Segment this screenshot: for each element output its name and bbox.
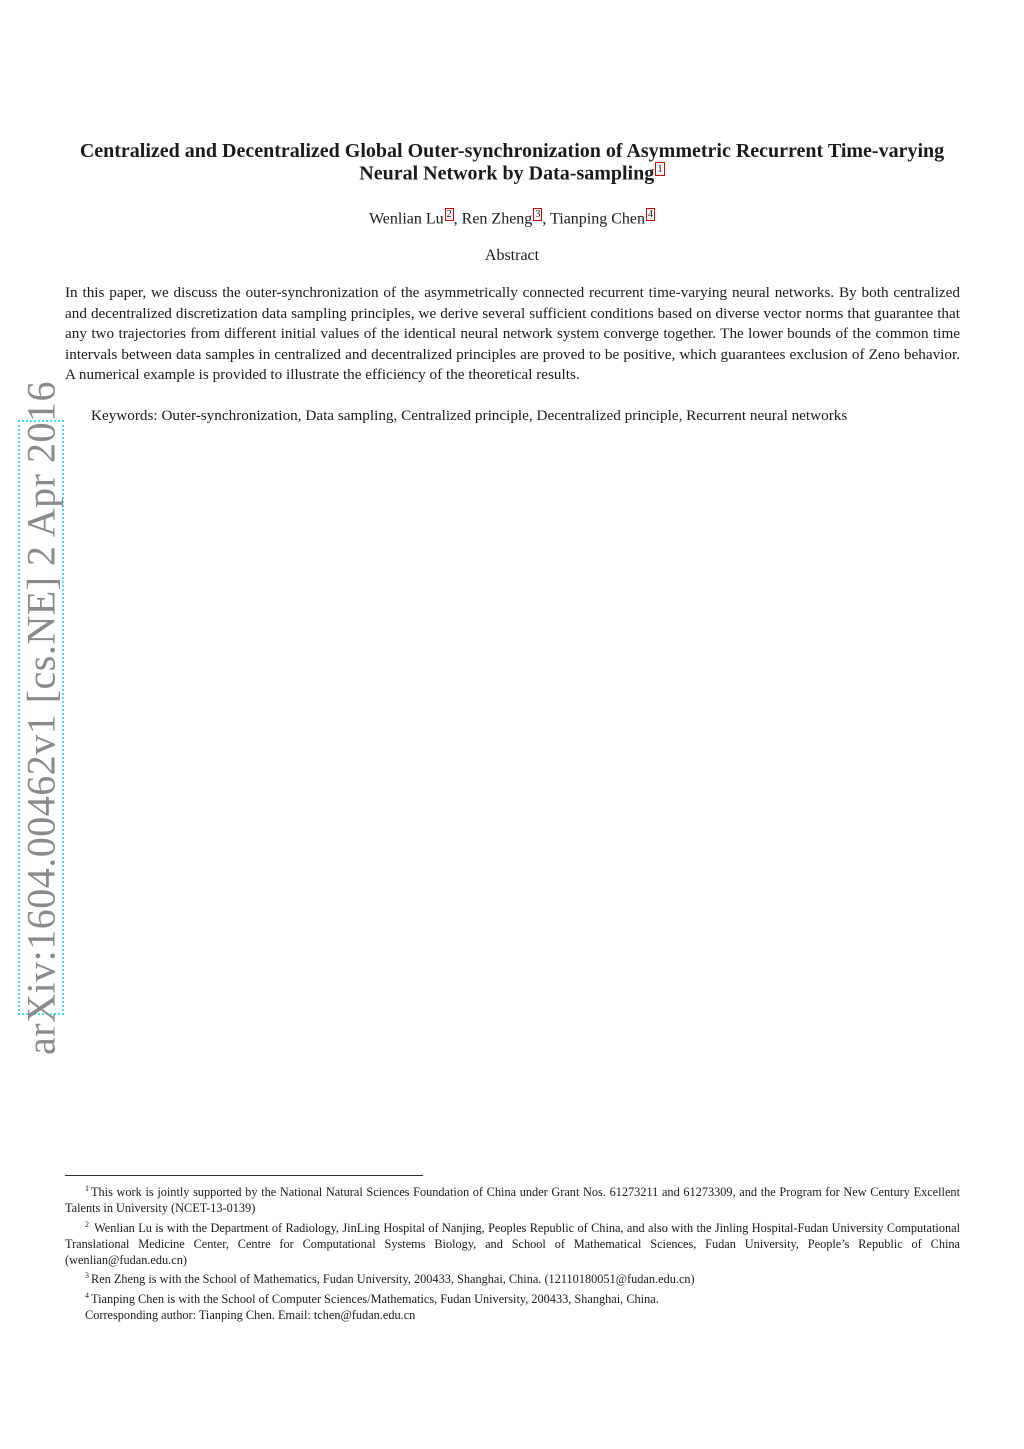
arxiv-stamp [18,380,64,1055]
footnote [65,1268,960,1287]
footnote [65,1217,960,1269]
footnote-mark: 4 [85,1290,89,1300]
author-name: Wenlian Lu [368,210,444,228]
title-line-2-text: Neural Network by Data-sampling [359,162,655,185]
author-name: Tianping Chen [550,210,646,228]
footnote [65,1181,960,1217]
footnote-text: Ren Zheng is with the School of Mathematics, Fudan University, 200433, Shanghai, China. (12110180051@fudan.edu.cn) [91,1272,695,1287]
abstract-heading: Abstract [484,247,540,264]
keywords: Keywords: Outer-synchronization, Data sampling, Centralized principle, Decentralized principle, Recurrent neural networks [91,407,848,424]
footnote-mark: 2 [85,1219,89,1229]
footnote-mark: 3 [85,1271,89,1281]
footnote-text: This work is jointly supported by the National Natural Sciences Foundation of China under Grant Nos. 61273211 and 61273309, and the Program for New Century Excellent Talents in University (NCET-13-0139) [65,1185,960,1216]
author-separator: , [453,210,462,228]
footnote-divider [65,1175,423,1176]
footnote-mark: 1 [85,1184,89,1193]
footnotes [65,1181,960,1323]
corresponding-author [65,1307,960,1323]
author-footnote-link[interactable]: 2 [446,209,452,220]
footnote [65,1288,960,1307]
footnote-text: Wenlian Lu is with the Department of Radiology, JinLing Hospital of Nanjing, Peoples Republic of China, and also with the Jinling Hospital-Fudan University Computational Translational Medicine Center, Centre for Computational Systems Biology, and School of Mathematical Sciences, Fudan University, People’s Republic of China (wenlian@fudan.edu.cn) [65,1220,960,1268]
paper-title [60,140,964,185]
footnote-text: Corresponding author: Tianping Chen. Email: tchen@fudan.edu.cn [85,1308,416,1323]
author-list [60,208,964,229]
footnote-text: Tianping Chen is with the School of Computer Sciences/Mathematics, Fudan University, 200433, Shanghai, China. [91,1291,659,1306]
arxiv-id: arXiv:1604.00462v1 [cs.NE] 2 Apr 2016 [18,380,64,1055]
author-name: Ren Zheng [461,210,533,228]
abstract-text: In this paper, we discuss the outer-synchronization of the asymmetrically connected recurrent time-varying neural networks. By both centralized and decentralized discretization data sampling principles, we derive several sufficient conditions based on diverse vector norms that guarantee that any two trajectories from different initial values of the identical neural network system converge together. The lower bounds of the common time intervals between data samples in centralized and decentralized principles are proved to be positive, which guarantees exclusion of Zeno behavior. A numerical example is provided to illustrate the efficiency of the theoretical results. [65,284,960,383]
author-footnote-link[interactable]: 4 [648,209,654,220]
title-line-2 [60,162,964,185]
author-footnote-link[interactable]: 3 [535,209,541,220]
author-separator: , [542,210,551,228]
title-footnote-link[interactable]: 1 [657,163,663,175]
title-line-1: Centralized and Decentralized Global Outer-synchronization of Asymmetric Recurrent Time-varying [79,140,945,162]
